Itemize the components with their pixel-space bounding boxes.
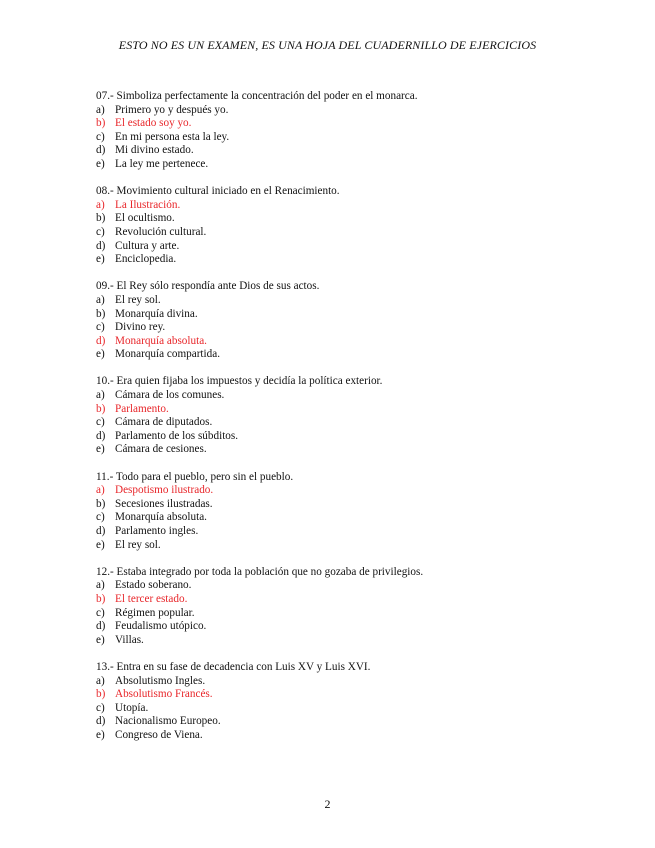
option-letter: c)	[96, 511, 105, 524]
option-text: Villas.	[115, 633, 144, 646]
option-e	[96, 253, 616, 267]
question-text: 13.- Entra en su fase de decadencia con Luis XV y Luis XVI.	[96, 660, 371, 673]
option-e	[96, 539, 616, 553]
option-a	[96, 104, 616, 118]
option-letter: e)	[96, 157, 105, 170]
option-letter: d)	[96, 239, 106, 252]
option-e	[96, 158, 616, 172]
option-c	[96, 607, 616, 621]
option-text: Despotismo ilustrado.	[115, 484, 214, 497]
option-text: Régimen popular.	[115, 606, 195, 619]
option-text: Nacionalismo Europeo.	[115, 715, 221, 728]
option-text: El tercer estado.	[115, 592, 188, 605]
question-text: 12.- Estaba integrado por toda la población que no gozaba de privilegios.	[96, 565, 424, 578]
question-text: 10.- Era quien fijaba los impuestos y decidía la política exterior.	[96, 375, 383, 388]
option-a	[96, 675, 616, 689]
option-letter: d)	[96, 144, 106, 157]
option-letter: a)	[96, 293, 105, 306]
option-text: La ley me pertenece.	[115, 157, 209, 170]
option-letter: b)	[96, 592, 106, 605]
option-letter: b)	[96, 212, 106, 225]
option-letter: d)	[96, 525, 106, 537]
option-text: Monarquía absoluta.	[115, 334, 207, 347]
option-c	[96, 321, 616, 335]
question-09	[96, 280, 616, 362]
option-text: Feudalismo utópico.	[115, 620, 207, 633]
page-number: 2	[324, 797, 331, 811]
question-12	[96, 566, 616, 648]
option-text: El rey sol.	[115, 538, 161, 551]
option-text: Absolutismo Ingles.	[115, 674, 206, 687]
option-letter: b)	[96, 497, 106, 510]
option-letter: d)	[96, 715, 106, 728]
option-text: Absolutismo Francés.	[115, 688, 213, 701]
option-d	[96, 335, 616, 349]
option-c	[96, 511, 616, 525]
question-text: 11.- Todo para el pueblo, pero sin el pueblo.	[96, 470, 294, 483]
option-letter: a)	[96, 484, 105, 497]
option-letter: c)	[96, 606, 105, 619]
option-text: Revolución cultural.	[115, 225, 207, 238]
option-letter: a)	[96, 674, 105, 687]
question-list	[96, 90, 616, 756]
option-text: Enciclopedia.	[115, 253, 177, 266]
question-text: 08.- Movimiento cultural iniciado en el Renacimiento.	[96, 185, 340, 198]
option-c	[96, 131, 616, 145]
option-a	[96, 579, 616, 593]
option-b	[96, 308, 616, 322]
option-letter: a)	[96, 103, 105, 116]
option-e	[96, 634, 616, 648]
question-08	[96, 185, 616, 267]
option-d	[96, 240, 616, 254]
option-letter: c)	[96, 416, 105, 429]
option-b	[96, 403, 616, 417]
question-07	[96, 90, 616, 172]
option-a	[96, 199, 616, 213]
page-header: ESTO NO ES UN EXAMEN, ES UNA HOJA DEL CUADERNILLO DE EJERCICIOS	[118, 38, 537, 52]
option-d	[96, 715, 616, 729]
option-text: Cámara de diputados.	[115, 416, 213, 429]
option-text: El rey sol.	[115, 293, 161, 306]
option-letter: c)	[96, 225, 105, 238]
option-b	[96, 593, 616, 607]
option-d	[96, 525, 616, 539]
option-b	[96, 498, 616, 512]
option-text: Parlamento ingles.	[115, 525, 199, 537]
option-letter: e)	[96, 253, 105, 266]
option-letter: c)	[96, 130, 105, 143]
option-a	[96, 389, 616, 403]
option-text: En mi persona esta la ley.	[115, 130, 230, 143]
option-text: Cámara de cesiones.	[115, 443, 207, 456]
option-c	[96, 226, 616, 240]
option-letter: d)	[96, 334, 106, 347]
option-e	[96, 348, 616, 362]
option-text: Divino rey.	[115, 321, 166, 334]
option-e	[96, 729, 616, 743]
option-e	[96, 443, 616, 457]
option-b	[96, 117, 616, 131]
option-letter: c)	[96, 321, 105, 334]
option-text: Secesiones ilustradas.	[115, 497, 213, 510]
option-c	[96, 702, 616, 716]
option-text: El ocultismo.	[115, 212, 175, 225]
option-letter: b)	[96, 307, 106, 320]
option-text: Congreso de Viena.	[115, 728, 203, 741]
option-letter: b)	[96, 117, 106, 130]
option-letter: c)	[96, 701, 105, 714]
option-b	[96, 688, 616, 702]
question-11	[96, 471, 616, 553]
option-letter: d)	[96, 620, 106, 633]
option-a	[96, 484, 616, 498]
option-text: El estado soy yo.	[115, 117, 192, 130]
option-letter: a)	[96, 579, 105, 592]
option-text: Monarquía compartida.	[115, 348, 221, 361]
option-letter: d)	[96, 429, 106, 442]
option-text: La Ilustración.	[115, 198, 181, 211]
option-a	[96, 294, 616, 308]
option-letter: e)	[96, 348, 105, 361]
question-13	[96, 661, 616, 743]
option-letter: b)	[96, 402, 106, 415]
option-c	[96, 416, 616, 430]
question-10	[96, 375, 616, 457]
option-text: Parlamento de los súbditos.	[115, 429, 239, 442]
option-letter: e)	[96, 633, 105, 646]
option-text: Monarquía divina.	[115, 307, 198, 320]
option-letter: b)	[96, 688, 106, 701]
option-d	[96, 144, 616, 158]
option-letter: e)	[96, 538, 105, 551]
option-d	[96, 620, 616, 634]
option-text: Primero yo y después yo.	[115, 103, 229, 116]
option-b	[96, 212, 616, 226]
option-text: Utopía.	[115, 701, 149, 714]
option-letter: e)	[96, 443, 105, 456]
option-text: Cultura y arte.	[115, 239, 180, 252]
option-d	[96, 430, 616, 444]
question-text: 07.- Simboliza perfectamente la concentración del poder en el monarca.	[96, 90, 418, 102]
question-text: 09.- El Rey sólo respondía ante Dios de sus actos.	[96, 280, 320, 293]
option-text: Parlamento.	[115, 402, 169, 415]
option-letter: e)	[96, 728, 105, 741]
option-text: Cámara de los comunes.	[115, 389, 225, 402]
option-letter: a)	[96, 198, 105, 211]
option-text: Estado soberano.	[115, 579, 192, 592]
option-text: Monarquía absoluta.	[115, 511, 207, 524]
option-text: Mi divino estado.	[115, 144, 194, 157]
option-letter: a)	[96, 389, 105, 402]
